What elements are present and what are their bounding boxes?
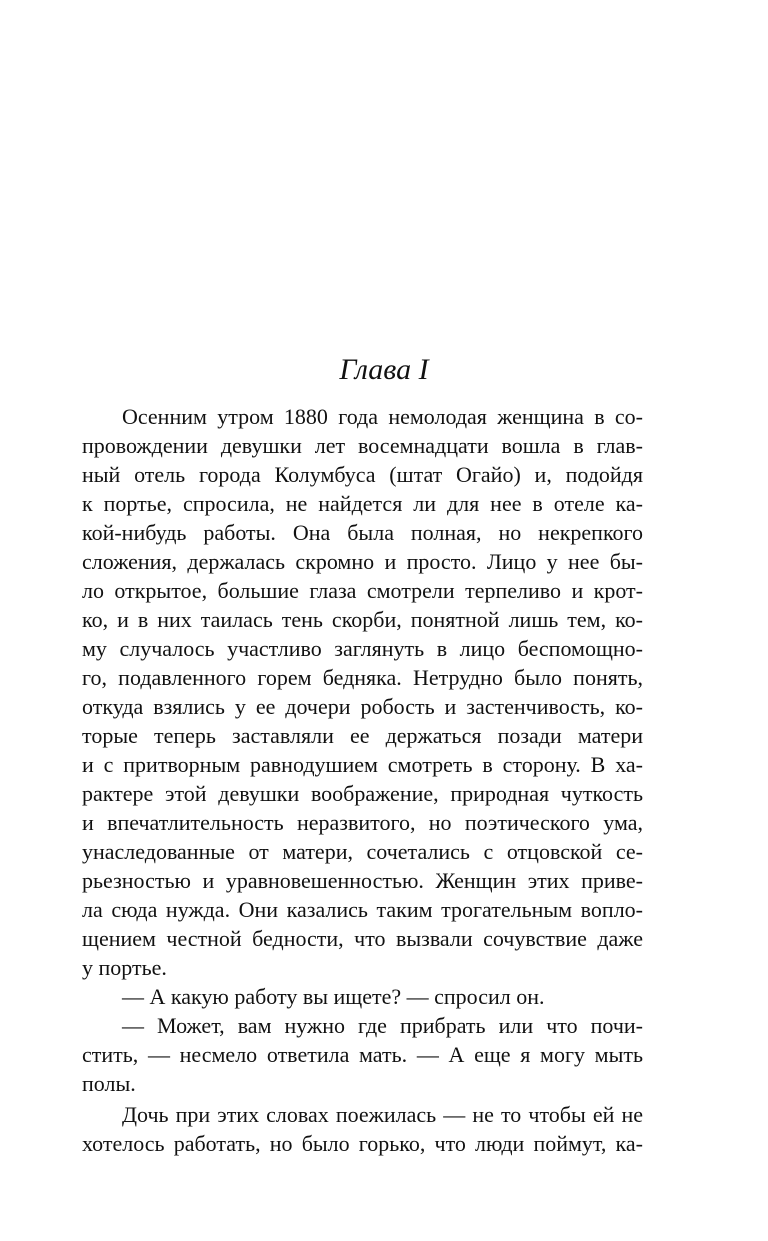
text-line: откуда взялись у ее дочери робость и застенчивость, ко- — [82, 694, 643, 719]
text-line: Осенним утром 1880 года немолодая женщина в со- — [122, 404, 643, 429]
text-line: — Может, вам нужно где прибрать или что почи- — [122, 1013, 643, 1038]
text-line: стить, — несмело ответила мать. — А еще я могу мыть — [82, 1042, 643, 1067]
text-line: щением честной бедности, что вызвали сочувствие даже — [82, 926, 643, 951]
text-line: кой-нибудь работы. Она была полная, но некрепкого — [82, 520, 643, 545]
text-line: и с притворным равнодушием смотреть в сторону. В ха- — [82, 752, 643, 777]
text-line: — А какую работу вы ищете? — спросил он. — [122, 984, 545, 1009]
text-line: ный отель города Колумбуса (штат Огайо) и, подойдя — [82, 462, 643, 487]
text-line: к портье, спросила, не найдется ли для нее в отеле ка- — [82, 491, 643, 516]
text-line: го, подавленного горем бедняка. Нетрудно было понять, — [82, 665, 643, 690]
text-line: ла сюда нужда. Они казались таким трогательным вопло- — [82, 897, 643, 922]
text-line: ко, и в них таилась тень скорби, понятной лишь тем, ко- — [82, 607, 643, 632]
text-line: сложения, держалась скромно и просто. Лицо у нее бы- — [82, 549, 643, 574]
text-line: му случалось участливо заглянуть в лицо беспомощно- — [82, 636, 643, 661]
text-line: рьезностью и уравновешенностью. Женщин этих приве- — [82, 868, 643, 893]
chapter-title: Глава I — [339, 353, 429, 386]
text-line: хотелось работать, но было горько, что люди поймут, ка- — [82, 1131, 643, 1156]
body-text — [82, 402, 643, 1158]
text-line: торые теперь заставляли ее держаться позади матери — [82, 723, 643, 748]
text-line: Дочь при этих словах поежилась — не то чтобы ей не — [122, 1102, 643, 1127]
text-line: и впечатлительность неразвитого, но поэтического ума, — [82, 810, 643, 835]
text-line: полы. — [82, 1071, 136, 1096]
text-line: рактере этой девушки воображение, природная чуткость — [82, 781, 643, 806]
text-line: ло открытое, большие глаза смотрели терпеливо и крот- — [82, 578, 643, 603]
text-line: унаследованные от матери, сочетались с отцовской се- — [82, 839, 643, 864]
text-line: у портье. — [82, 955, 167, 980]
text-line: провождении девушки лет восемнадцати вошла в глав- — [82, 433, 643, 458]
